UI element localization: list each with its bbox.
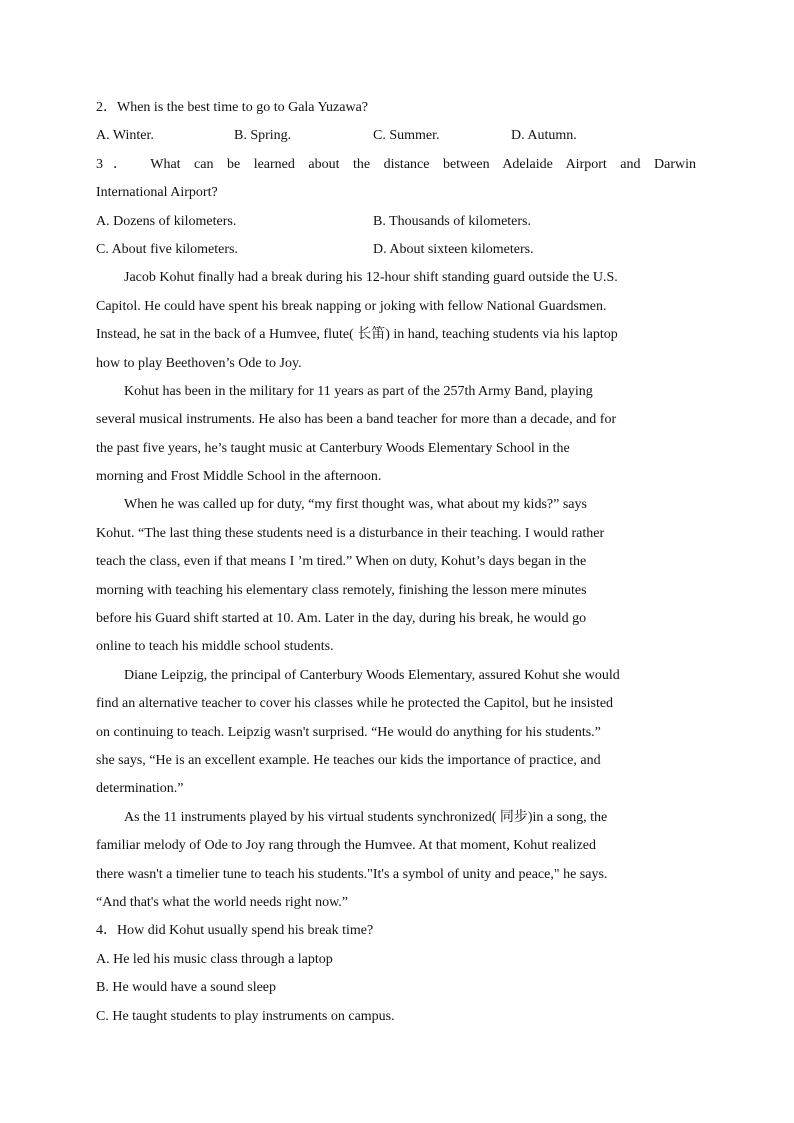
- passage-paragraph-3: [96, 491, 696, 661]
- passage-line: on continuing to teach. Leipzig wasn't surprised. “He would do anything for his students.”: [96, 724, 601, 740]
- passage-line: determination.”: [96, 781, 184, 797]
- passage-paragraph-1: [96, 264, 696, 378]
- passage-line: the past five years, he’s taught music at Canterbury Woods Elementary School in the: [96, 440, 570, 456]
- option-c: C. Summer.: [373, 128, 440, 144]
- option-b: B. He would have a sound sleep: [96, 980, 277, 996]
- question-2-options: [96, 122, 696, 150]
- question-4-text: 4．How did Kohut usually spend his break time?: [96, 923, 374, 939]
- option-a: A. Dozens of kilometers.: [96, 213, 237, 229]
- option-d: D. Autumn.: [511, 128, 577, 144]
- passage-line: familiar melody of Ode to Joy rang through the Humvee. At that moment, Kohut realized: [96, 838, 596, 854]
- passage-line: morning with teaching his elementary class remotely, finishing the lesson mere minutes: [96, 582, 587, 598]
- option-b: B. Spring.: [234, 128, 292, 144]
- question-2-text: 2．When is the best time to go to Gala Yuzawa?: [96, 100, 369, 115]
- document-page: [96, 94, 696, 1031]
- option-b: B. Thousands of kilometers.: [373, 213, 532, 229]
- option-a: A. He led his music class through a laptop: [96, 951, 333, 967]
- passage-line: Capitol. He could have spent his break napping or joking with fellow National Guardsmen.: [96, 298, 607, 314]
- passage-line: “And that's what the world needs right now.”: [96, 894, 348, 910]
- passage-line: Diane Leipzig, the principal of Canterbury Woods Elementary, assured Kohut she would: [124, 667, 620, 683]
- passage-line: As the 11 instruments played by his virtual students synchronized( 同步)in a song, the: [124, 809, 608, 825]
- question-3-options-row2: [96, 236, 696, 264]
- passage-line: before his Guard shift started at 10. Am. Later in the day, during his break, he would go: [96, 611, 587, 627]
- question-3-text-line1: 3． What can be learned about the distance between Adelaide Airport and Darwin: [96, 156, 696, 172]
- passage-line: morning and Frost Middle School in the afternoon.: [96, 469, 382, 485]
- passage-line: Kohut. “The last thing these students need is a disturbance in their teaching. I would rather: [96, 525, 605, 541]
- question-3-text-line2: International Airport?: [96, 185, 218, 201]
- option-d: D. About sixteen kilometers.: [373, 241, 534, 257]
- passage-line: online to teach his middle school students.: [96, 639, 334, 655]
- option-c: C. About five kilometers.: [96, 241, 238, 257]
- passage-paragraph-4: [96, 662, 696, 804]
- passage-line: teach the class, even if that means I ’m tired.” When on duty, Kohut’s days began in the: [96, 554, 587, 570]
- passage-line: Kohut has been in the military for 11 years as part of the 257th Army Band, playing: [124, 383, 593, 399]
- option-a: A. Winter.: [96, 128, 154, 144]
- passage-line: how to play Beethoven’s Ode to Joy.: [96, 355, 302, 371]
- question-2: [96, 94, 696, 151]
- passage-line: several musical instruments. He also has been a band teacher for more than a decade, and for: [96, 412, 617, 428]
- option-c: C. He taught students to play instruments on campus.: [96, 1008, 395, 1024]
- question-3-options-row1: [96, 208, 696, 236]
- passage-paragraph-2: [96, 378, 696, 492]
- passage-line: Jacob Kohut finally had a break during his 12-hour shift standing guard outside the U.S.: [124, 270, 618, 286]
- reading-passage: [96, 264, 696, 917]
- passage-line: When he was called up for duty, “my first thought was, what about my kids?” says: [124, 497, 587, 513]
- passage-line: there wasn't a timelier tune to teach his students."It's a symbol of unity and peace," he says.: [96, 866, 608, 882]
- passage-line: Instead, he sat in the back of a Humvee, flute( 长笛) in hand, teaching students via his laptop: [96, 327, 618, 343]
- passage-line: she says, “He is an excellent example. He teaches our kids the importance of practice, and: [96, 752, 601, 768]
- passage-line: find an alternative teacher to cover his classes while he protected the Capitol, but he insisted: [96, 696, 614, 712]
- passage-paragraph-5: [96, 804, 696, 918]
- question-4: [96, 917, 696, 1031]
- question-3: [96, 151, 696, 265]
